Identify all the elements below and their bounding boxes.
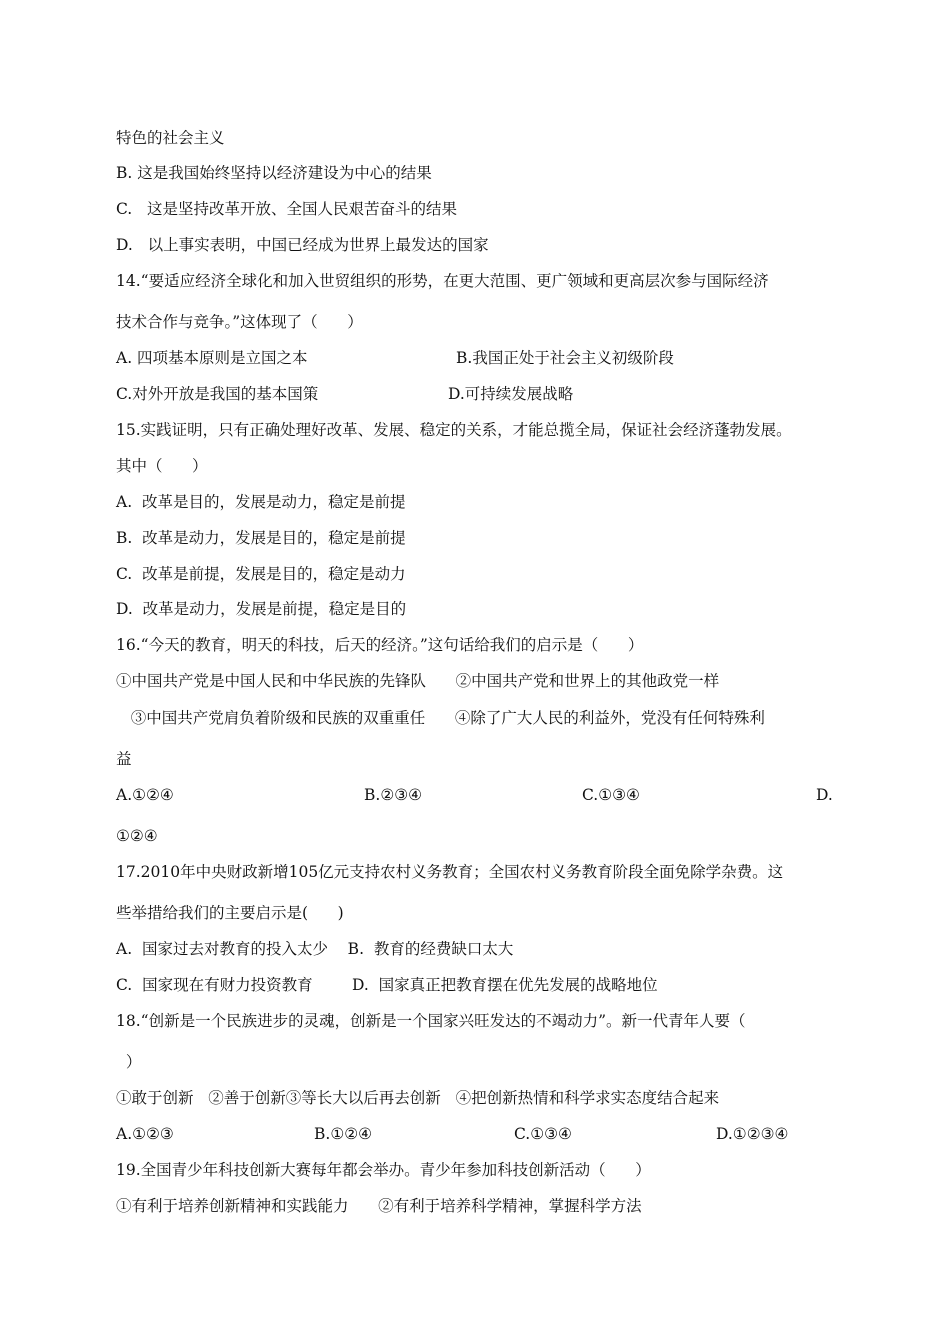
q16-statements-3: 益 <box>116 750 132 768</box>
q16-option-d: D. <box>816 786 833 804</box>
q16-statements-2: ③中国共产党肩负着阶级和民族的双重重任 ④除了广大人民的利益外，党没有任何特殊利 <box>116 709 765 727</box>
line-4: D. 以上事实表明，中国已经成为世界上最发达的国家 <box>116 236 489 254</box>
q15-option-d: D. 改革是动力，发展是前提，稳定是目的 <box>116 600 407 618</box>
q15-stem-2: 其中（ ） <box>116 457 208 475</box>
q16-option-a: A.①②④ <box>116 786 174 804</box>
q16-option-d-value: ①②④ <box>116 827 158 845</box>
line-2: B. 这是我国始终坚持以经济建设为中心的结果 <box>116 164 432 182</box>
q19-stem: 19.全国青少年科技创新大赛每年都会举办。青少年参加科技创新活动（ ） <box>116 1161 651 1179</box>
q19-statements: ①有利于培养创新精神和实践能力 ②有利于培养科学精神，掌握科学方法 <box>116 1197 642 1215</box>
q16-statements-1: ①中国共产党是中国人民和中华民族的先锋队 ②中国共产党和世界上的其他政党一样 <box>116 672 720 690</box>
q15-stem-1: 15.实践证明，只有正确处理好改革、发展、稳定的关系，才能总揽全局，保证社会经济蓬勃发展。 <box>116 421 792 439</box>
q18-option-b: B.①②④ <box>314 1125 373 1143</box>
q17-stem-2: 些举措给我们的主要启示是( ) <box>116 904 344 922</box>
q16-option-c: C.①③④ <box>582 786 640 804</box>
q14-stem-2: 技术合作与竞争。”这体现了（ ） <box>116 313 363 331</box>
q14-option-d: D.可持续发展战略 <box>448 385 574 403</box>
q17-options-1: A. 国家过去对教育的投入太少 B. 教育的经费缺口太大 <box>116 940 514 958</box>
q15-option-b: B. 改革是动力，发展是目的，稳定是前提 <box>116 529 406 547</box>
q18-stem-2: ） <box>116 1053 142 1071</box>
q18-option-c: C.①③④ <box>514 1125 572 1143</box>
q15-option-c: C. 改革是前提，发展是目的，稳定是动力 <box>116 565 406 583</box>
q18-statements: ①敢于创新 ②善于创新③等长大以后再去创新 ④把创新热情和科学求实态度结合起来 <box>116 1089 720 1107</box>
q16-option-b: B.②③④ <box>364 786 423 804</box>
q17-options-2: C. 国家现在有财力投资教育 D. 国家真正把教育摆在优先发展的战略地位 <box>116 976 658 994</box>
q17-stem-1: 17.2010年中央财政新增105亿元支持农村义务教育；全国农村义务教育阶段全面免除学杂费。这 <box>116 863 784 881</box>
line-1: 特色的社会主义 <box>116 129 225 147</box>
q15-option-a: A. 改革是目的，发展是动力，稳定是前提 <box>116 493 406 511</box>
line-3: C. 这是坚持改革开放、全国人民艰苦奋斗的结果 <box>116 200 458 218</box>
q14-option-c: C.对外开放是我国的基本国策 <box>116 385 319 403</box>
q14-stem-1: 14.“要适应经济全球化和加入世贸组织的形势，在更大范围、更广领域和更高层次参与国际经济 <box>116 272 769 290</box>
q18-option-a: A.①②③ <box>116 1125 174 1143</box>
q16-stem: 16.“今天的教育，明天的科技，后天的经济。”这句话给我们的启示是（ ） <box>116 636 644 654</box>
q14-option-b: B.我国正处于社会主义初级阶段 <box>456 349 674 367</box>
q18-option-d: D.①②③④ <box>716 1125 789 1143</box>
q18-stem-1: 18.“创新是一个民族进步的灵魂，创新是一个国家兴旺发达的不竭动力”。新一代青年人要（ <box>116 1012 746 1030</box>
q14-option-a: A. 四项基本原则是立国之本 <box>116 349 308 367</box>
